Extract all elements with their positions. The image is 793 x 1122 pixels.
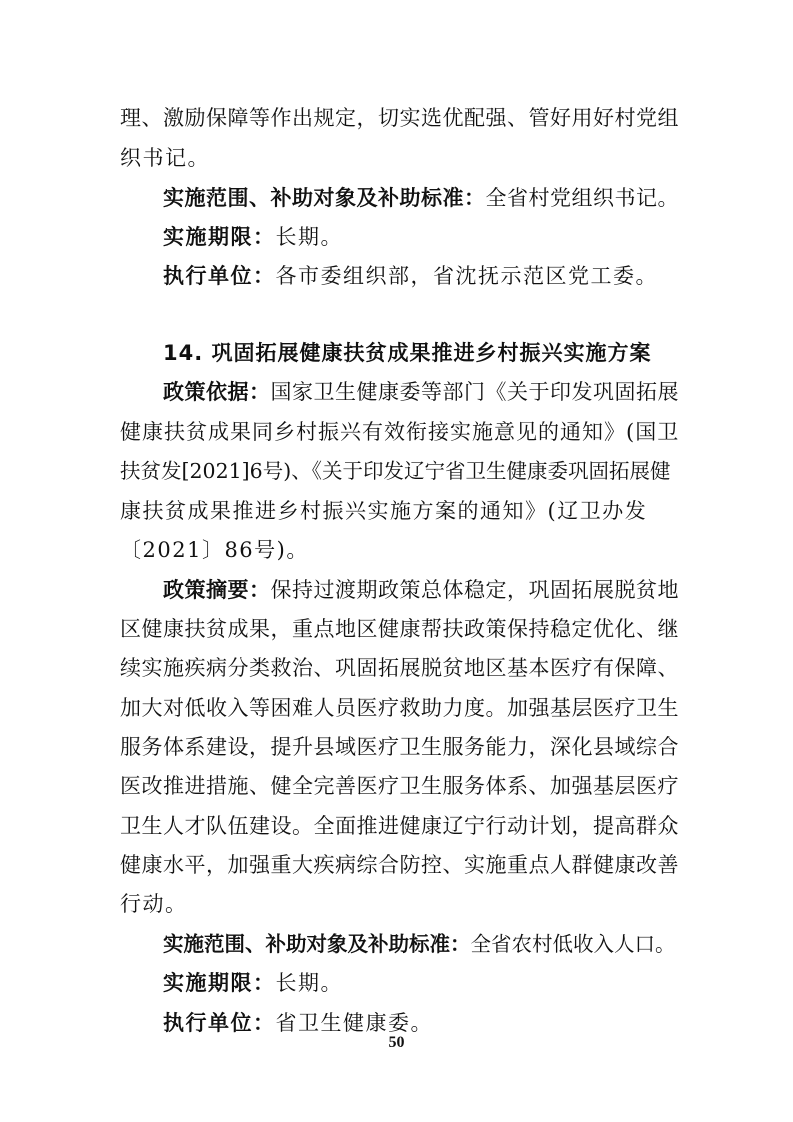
paragraph-line: 加大对低收入等困难人员医疗救助力度。加强基层医疗卫生 <box>120 696 679 720</box>
paragraph-line: 行动。 <box>120 892 188 916</box>
paragraph-line: 〔2021〕86号)。 <box>120 538 309 562</box>
period-line <box>163 222 683 252</box>
basis-label: 政策依据： <box>163 380 271 404</box>
period-line <box>163 968 683 998</box>
summary-line <box>163 575 683 605</box>
period-text: 长期。 <box>275 971 343 995</box>
unit-label: 执行单位： <box>163 1011 276 1035</box>
paragraph-line: 健康水平，加强重大疾病综合防控、实施重点人群健康改善 <box>120 853 679 877</box>
paragraph-line: 区健康扶贫成果，重点地区健康帮扶政策保持稳定优化、继 <box>120 617 679 641</box>
unit-line <box>163 261 683 291</box>
section-heading: 14. 巩固拓展健康扶贫成果推进乡村振兴实施方案 <box>163 341 652 365</box>
scope-line <box>163 929 683 959</box>
scope-line <box>163 183 683 213</box>
paragraph-line: 扶贫发[2021]6号)、《关于印发辽宁省卫生健康委巩固拓展健 <box>120 459 671 483</box>
paragraph-line: 康扶贫成果推进乡村振兴实施方案的通知》(辽卫办发 <box>120 499 648 523</box>
paragraph-line: 服务体系建设，提升县域医疗卫生服务能力，深化县域综合 <box>120 735 679 759</box>
scope-label: 实施范围、补助对象及补助标准： <box>163 932 471 956</box>
summary-label: 政策摘要： <box>163 578 271 602</box>
basis-text: 国家卫生健康委等部门《关于印发巩固拓展 <box>270 380 679 404</box>
paragraph-line: 医改推进措施、健全完善医疗卫生服务体系、加强基层医疗 <box>120 774 679 798</box>
period-label: 实施期限： <box>163 971 276 995</box>
paragraph-line: 卫生人才队伍建设。全面推进健康辽宁行动计划，提高群众 <box>120 814 679 838</box>
scope-text: 全省村党组织书记。 <box>485 186 679 210</box>
period-text: 长期。 <box>275 225 343 249</box>
period-label: 实施期限： <box>163 225 276 249</box>
summary-text: 保持过渡期政策总体稳定，巩固拓展脱贫地 <box>270 578 679 602</box>
paragraph-line: 织书记。 <box>120 146 210 170</box>
page-number: 50 <box>388 1034 405 1051</box>
unit-label: 执行单位： <box>163 264 276 288</box>
paragraph-line: 健康扶贫成果同乡村振兴有效衔接实施意见的通知》(国卫 <box>120 420 680 444</box>
basis-line <box>163 377 683 407</box>
paragraph-line: 续实施疾病分类救治、巩固拓展脱贫地区基本医疗有保障、 <box>120 656 679 680</box>
unit-text: 各市委组织部，省沈抚示范区党工委。 <box>275 264 658 288</box>
scope-label: 实施范围、补助对象及补助标准： <box>163 186 486 210</box>
scope-text: 全省农村低收入人口。 <box>470 932 676 956</box>
unit-text: 省卫生健康委。 <box>275 1011 433 1035</box>
paragraph-line: 理、激励保障等作出规定，切实选优配强、管好用好村党组 <box>120 106 679 130</box>
